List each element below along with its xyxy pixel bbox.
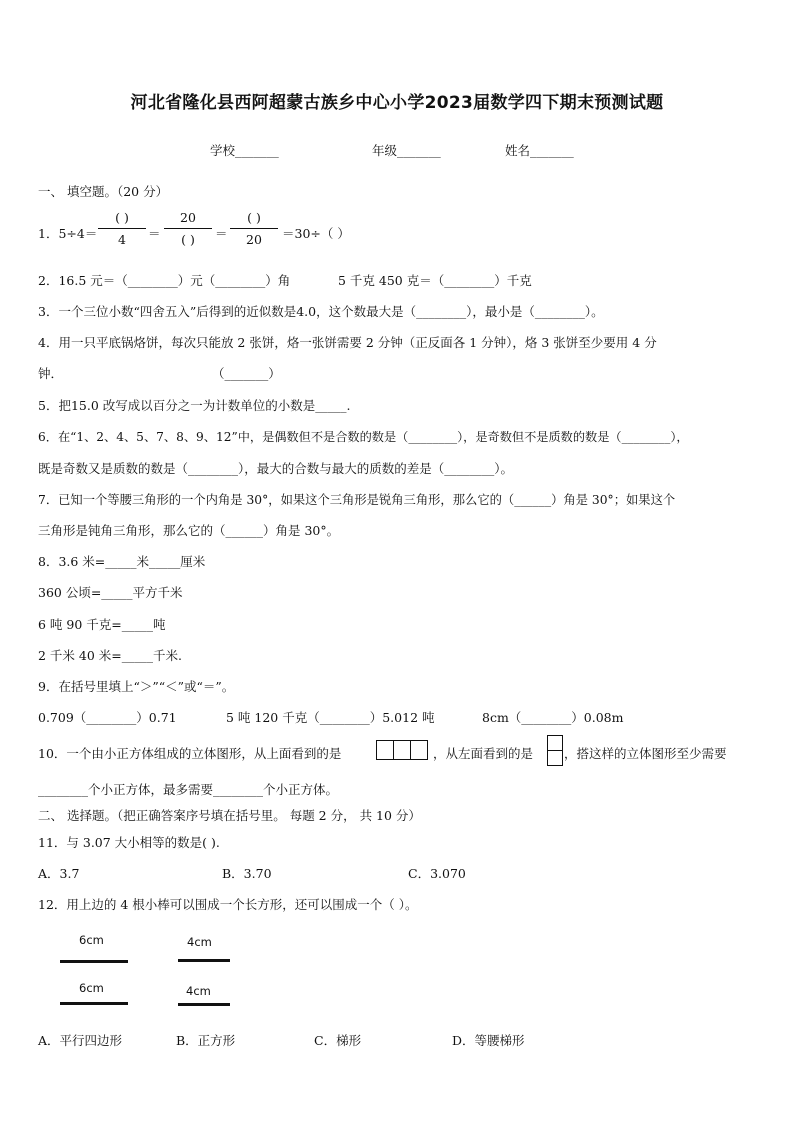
q8-line2: 360 公顷=_____平方千米 xyxy=(38,585,183,600)
q12-option-d: D．等腰梯形 xyxy=(452,1033,525,1048)
q1-fraction-2 xyxy=(164,210,212,247)
q1-f2-denominator: ( ) xyxy=(181,232,195,247)
q1-equals-2: ＝ xyxy=(215,226,228,241)
stick-3 xyxy=(178,959,230,962)
top-view-figure xyxy=(376,740,427,760)
q7-line1: 7．已知一个等腰三角形的一个内角是 30°，如果这个三角形是锐角三角形，那么它的（______）角是 30°；如果这个 xyxy=(38,493,676,507)
q12-option-b: B．正方形 xyxy=(176,1033,236,1048)
fraction-bar xyxy=(164,228,212,229)
q10-part3: ，搭这样的立体图形至少需要 xyxy=(564,746,727,761)
q7-line2: 三角形是钝角三角形，那么它的（______）角是 30°。 xyxy=(38,523,340,538)
page-title: 河北省隆化县西阿超蒙古族乡中心小学2023届数学四下期末预测试题 xyxy=(130,93,664,113)
fraction-bar xyxy=(230,228,278,229)
q9-compare-1: 0.709（________）0.71 xyxy=(38,710,177,725)
q2-part2: 5 千克 450 克＝（________）千克 xyxy=(338,273,532,288)
q9-compare-2: 5 吨 120 千克（________）5.012 吨 xyxy=(226,710,435,725)
section1-heading: 一、 填空题。（20 分） xyxy=(38,184,169,199)
q10-part1: 10．一个由小正方体组成的立体图形，从上面看到的是 xyxy=(38,746,342,761)
stick-3-label: 4cm xyxy=(187,935,212,949)
q11-text: 11．与 3.07 大小相等的数是( ). xyxy=(38,835,220,850)
q1-prefix: 1．5÷4＝ xyxy=(38,226,98,241)
q8-line1: 8．3.6 米=_____米_____厘米 xyxy=(38,554,206,569)
school-field: 学校_______ xyxy=(210,143,279,158)
q11-option-a: A．3.7 xyxy=(38,866,80,881)
cube-square xyxy=(393,740,411,760)
q9-text: 9．在括号里填上“＞”“＜”或“＝”。 xyxy=(38,679,235,694)
stick-4-label: 4cm xyxy=(186,984,211,998)
q12-option-a: A．平行四边形 xyxy=(38,1033,123,1048)
grade-field: 年级_______ xyxy=(372,143,441,158)
q1-f3-numerator: ( ) xyxy=(247,210,261,225)
q12-text: 12．用上边的 4 根小棒可以围成一个长方形，还可以围成一个（ ）。 xyxy=(38,897,418,912)
q5-text: 5．把15.0 改写成以百分之一为计数单位的小数是_____. xyxy=(38,398,351,413)
cube-square xyxy=(547,751,563,766)
q6-line1: 6．在“1、2、4、5、7、8、9、12”中，是偶数但不是合数的数是（________），是奇数但不是质数的数是（________）， xyxy=(38,430,689,444)
name-field: 姓名_______ xyxy=(505,143,574,158)
q1-suffix: ＝30÷（ ） xyxy=(282,226,350,241)
stick-1-label: 6cm xyxy=(79,933,104,947)
fraction-bar xyxy=(98,228,146,229)
section2-heading: 二、 选择题。（把正确答案序号填在括号里。 每题 2 分， 共 10 分） xyxy=(38,808,421,823)
cube-square xyxy=(376,740,394,760)
q1-f1-denominator: 4 xyxy=(118,232,126,247)
stick-1 xyxy=(60,960,128,963)
q1-fraction-3 xyxy=(230,210,278,247)
stick-2-label: 6cm xyxy=(79,981,104,995)
q1-f2-numerator: 20 xyxy=(180,210,196,225)
stick-2 xyxy=(60,1002,128,1005)
q10-line2: ________个小正方体，最多需要________个小正方体。 xyxy=(38,782,339,797)
stick-4 xyxy=(178,1003,230,1006)
q8-line3: 6 吨 90 千克=_____吨 xyxy=(38,617,166,632)
q3-text: 3．一个三位小数“四舍五入”后得到的近似数是4.0，这个数最大是（________），最小是（________）。 xyxy=(38,304,604,319)
left-view-figure xyxy=(547,735,562,766)
q1-f3-denominator: 20 xyxy=(246,232,262,247)
q1-fraction-1 xyxy=(98,210,146,247)
q11-option-b: B．3.70 xyxy=(222,866,272,881)
q12-option-c: C．梯形 xyxy=(314,1033,362,1048)
q4-blank: （_______） xyxy=(212,366,281,381)
q11-option-c: C．3.070 xyxy=(408,866,466,881)
q2-part1: 2．16.5 元＝（________）元（________）角 xyxy=(38,273,291,288)
q8-line4: 2 千米 40 米=_____千米. xyxy=(38,648,182,663)
q10-part2: ，从左面看到的是 xyxy=(433,746,534,761)
cube-square xyxy=(547,735,563,751)
cube-square xyxy=(410,740,428,760)
q1-f1-numerator: ( ) xyxy=(115,210,129,225)
q6-line2: 既是奇数又是质数的数是（________），最大的合数与最大的质数的差是（________）。 xyxy=(38,461,514,476)
q4-line2: 钟． xyxy=(38,366,64,381)
q1-equals-1: ＝ xyxy=(148,226,161,241)
q4-line1: 4．用一只平底锅烙饼，每次只能放 2 张饼，烙一张饼需要 2 分钟（正反面各 1 分钟），烙 3 张饼至少要用 4 分 xyxy=(38,335,657,350)
q9-compare-3: 8cm（________）0.08m xyxy=(482,710,624,725)
